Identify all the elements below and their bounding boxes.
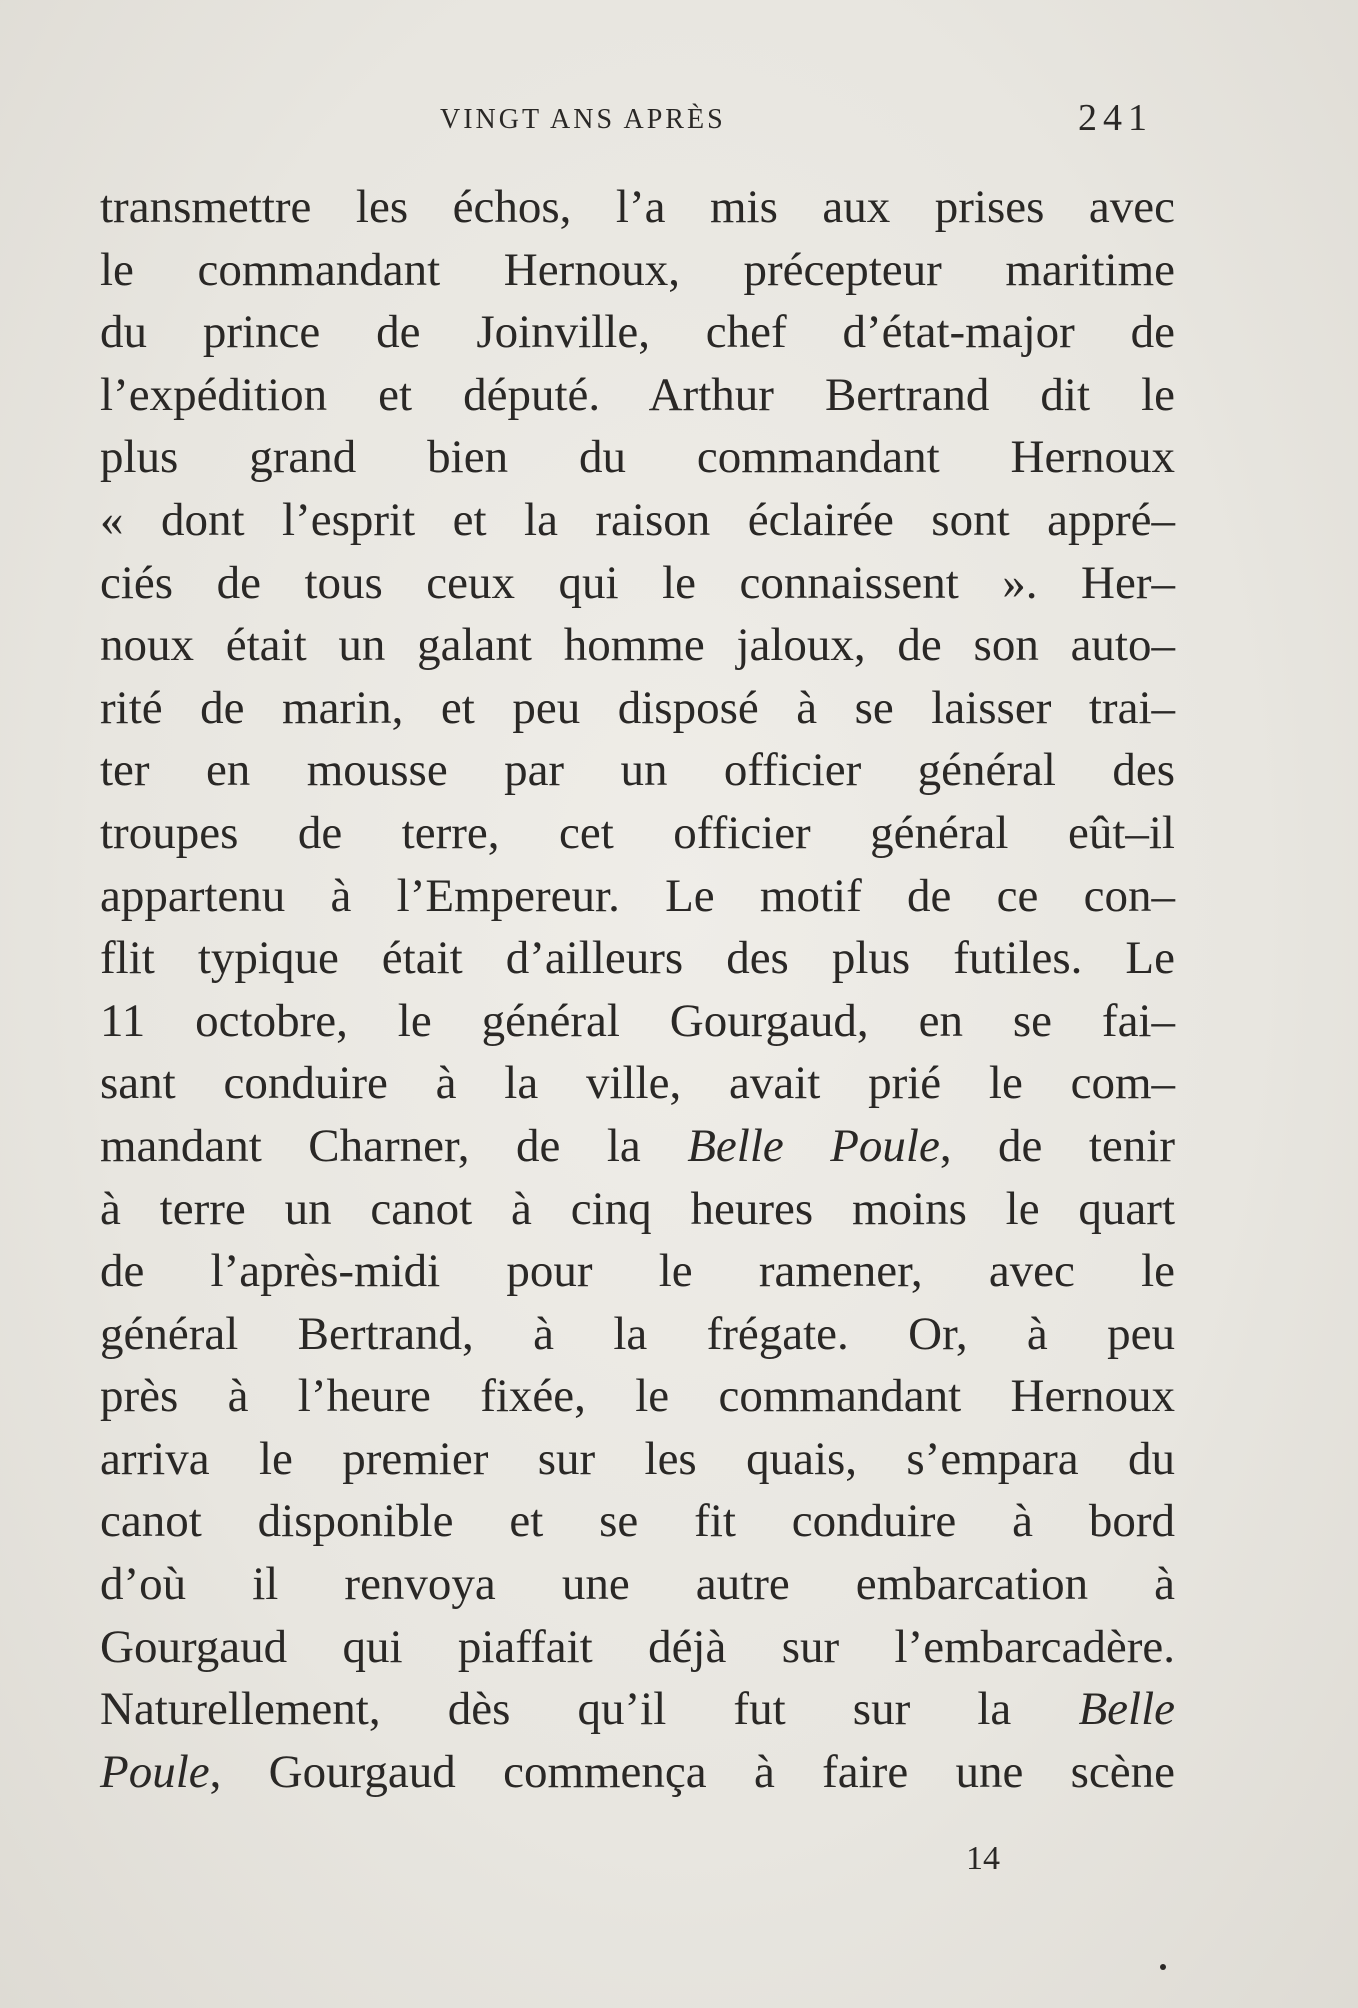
text-line: canot disponible et se fit conduire à bord (100, 1495, 1175, 1548)
page-number: 241 (1078, 97, 1153, 139)
text-segment: , Gourgaud commença à faire une scène (209, 1745, 1175, 1798)
text-line: troupes de terre, cet officier général eût–il (100, 806, 1175, 859)
text-line: plus grand bien du commandant Hernoux (100, 431, 1175, 484)
text-line: rité de marin, et peu disposé à se laisser trai– (100, 681, 1175, 734)
text-line: l’expédition et député. Arthur Bertrand dit le (100, 368, 1175, 421)
text-line: de l’après-midi pour le ramener, avec le (100, 1245, 1175, 1298)
text-line: à terre un canot à cinq heures moins le quart (100, 1182, 1175, 1235)
text-line: d’où il renvoya une autre embarcation à (100, 1558, 1175, 1611)
text-line: sant conduire à la ville, avait prié le com– (100, 1057, 1175, 1110)
ship-name-italic: Poule (100, 1745, 210, 1798)
text-line: du prince de Joinville, chef d’état-major de (100, 306, 1175, 359)
ship-name-italic: Belle (1078, 1683, 1175, 1736)
text-line: près à l’heure fixée, le commandant Hernoux (100, 1370, 1175, 1423)
ink-speck (1160, 1964, 1166, 1970)
text-line: Gourgaud qui piaffait déjà sur l’embarcadère. (100, 1620, 1175, 1673)
text-line: ciés de tous ceux qui le connaissent ». Her– (100, 556, 1175, 609)
text-line (100, 1741, 1175, 1804)
signature-mark: 14 (966, 1840, 1000, 1877)
body-text (100, 176, 1175, 1803)
text-line: 11 octobre, le général Gourgaud, en se fai– (100, 994, 1175, 1047)
text-line: appartenu à l’Empereur. Le motif de ce con– (100, 869, 1175, 922)
text-line: le commandant Hernoux, précepteur maritime (100, 243, 1175, 296)
text-segment: , de tenir (939, 1119, 1175, 1172)
text-line: transmettre les échos, l’a mis aux prises avec (100, 181, 1175, 233)
ship-name-italic: Belle Poule (687, 1119, 940, 1172)
text-line: ter en mousse par un officier général des (100, 744, 1175, 797)
text-segment: Naturellement, dès qu’il fut sur la (100, 1683, 1079, 1736)
text-line: arriva le premier sur les quais, s’empara du (100, 1432, 1175, 1485)
text-line: général Bertrand, à la frégate. Or, à peu (100, 1307, 1175, 1360)
text-line (100, 1678, 1175, 1741)
text-line: noux était un galant homme jaloux, de son auto– (100, 619, 1175, 672)
text-line: « dont l’esprit et la raison éclairée sont appré– (100, 493, 1175, 546)
text-segment: mandant Charner, de la (100, 1119, 688, 1172)
running-title: VINGT ANS APRÈS (440, 104, 726, 135)
running-head (0, 96, 1358, 146)
text-line (100, 1115, 1175, 1178)
text-line: flit typique était d’ailleurs des plus futiles. Le (100, 932, 1175, 985)
